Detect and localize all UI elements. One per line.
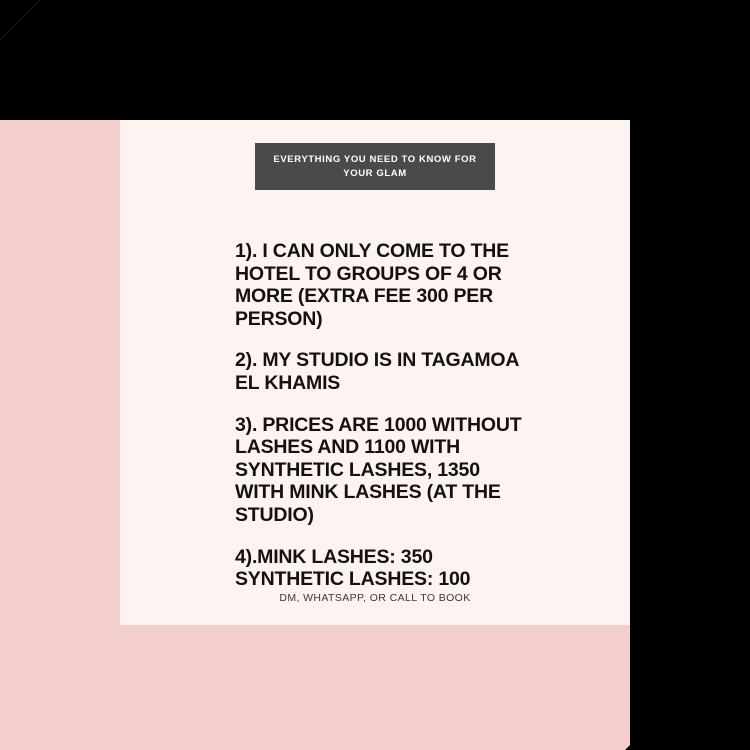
info-list — [235, 240, 525, 591]
footer-contact-text: DM, WHATSAPP, OR CALL TO BOOK — [279, 592, 471, 604]
list-item: 4).MINK LASHES: 350 SYNTHETIC LASHES: 100 — [235, 545, 471, 591]
info-card — [120, 120, 630, 625]
list-item: 1). I CAN ONLY COME TO THE HOTEL TO GROUPS OF 4 OR MORE (EXTRA FEE 300 PER PERSON) — [235, 240, 509, 330]
header-badge: EVERYTHING YOU NEED TO KNOW FOR YOUR GLAM — [255, 143, 495, 190]
list-item: 3). PRICES ARE 1000 WITHOUT LASHES AND 1100 WITH SYNTHETIC LASHES, 1350 WITH MINK LASHES (AT THE STUDIO) — [235, 413, 522, 527]
list-item: 2). MY STUDIO IS IN TAGAMOA EL KHAMIS — [235, 349, 519, 395]
